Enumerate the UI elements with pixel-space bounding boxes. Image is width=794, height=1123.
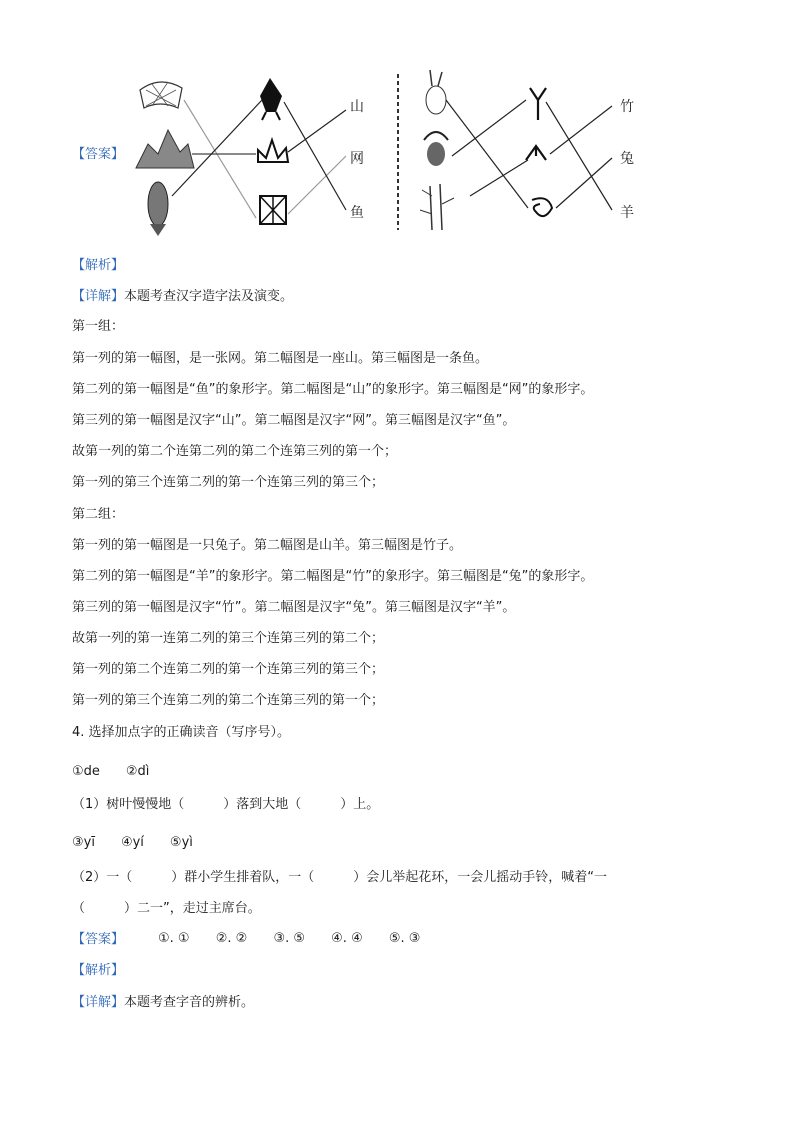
group1-line-1: 第一列的第一幅图，是一张网。第二幅图是一座山。第三幅图是一条鱼。 — [72, 351, 489, 366]
char-zhu: 竹 — [620, 99, 634, 115]
answer-2: ②. ② — [215, 931, 248, 946]
sheep-pictograph — [530, 88, 546, 120]
analysis-heading: 【解析】 — [72, 258, 125, 273]
detail-line — [72, 288, 293, 306]
char-yu: 鱼 — [350, 205, 364, 221]
q4-item-1: （1）树叶慢慢地（ ）落到大地（ ）上。 — [72, 797, 380, 812]
q4-detail-tag: 【详解】 — [72, 995, 125, 1010]
q4-detail-line — [72, 994, 254, 1012]
mountain-picture — [136, 130, 194, 168]
group1-line-5: 第一列的第三个连第二列的第一个连第三列的第三个； — [72, 475, 385, 490]
detail-text: 本题考查汉字造字法及演变。 — [124, 289, 294, 304]
group2-line-4: 故第一列的第一连第二列的第三个连第三列的第二个； — [72, 631, 385, 646]
group2-line-3: 第三列的第一幅图是汉字“竹”。第二幅图是汉字“兔”。第三幅图是汉字“羊”。 — [72, 600, 516, 615]
group2-line-1: 第一列的第一幅图是一只兔子。第二幅图是山羊。第三幅图是竹子。 — [72, 538, 463, 553]
mountain-pictograph — [258, 140, 288, 162]
q4-answers — [158, 931, 442, 946]
group1-line-4: 故第一列的第二个连第二列的第二个连第三列的第一个； — [72, 444, 398, 459]
figure-answer-tag: 【答案】 — [72, 147, 125, 162]
rabbit-picture — [426, 70, 446, 114]
bamboo-pictograph — [526, 146, 546, 160]
bamboo-picture — [420, 184, 454, 230]
group1-title: 第一组： — [72, 319, 125, 334]
fish-picture — [148, 182, 168, 236]
q4-detail-text: 本题考查字音的辨析。 — [124, 995, 255, 1010]
q4-item-2b: （ ）二一”，走过主席台。 — [72, 901, 261, 916]
fish-pictograph — [260, 78, 282, 120]
net-picture — [140, 82, 182, 108]
q4-title: 4. 选择加点字的正确读音（写序号）。 — [72, 725, 291, 740]
q4-options-2: ③yī ④yí ⑤yì — [72, 835, 193, 850]
group1-line-3: 第三列的第一幅图是汉字“山”。第二幅图是汉字“网”。第三幅图是汉字“鱼”。 — [72, 413, 516, 428]
q4-item-2a: （2）一（ ）群小学生排着队，一（ ）会儿举起花环，一会儿摇动手铃，喊着“一 — [72, 870, 608, 885]
rabbit-pictograph — [532, 198, 552, 216]
char-tu: 兔 — [620, 151, 634, 167]
q4-answer-tag: 【答案】 — [72, 932, 125, 947]
group2-title: 第二组： — [72, 507, 125, 522]
q4-options-1: ①de ②dì — [72, 764, 150, 779]
answer-3: ③. ⑤ — [273, 931, 306, 946]
group1-line-2: 第二列的第一幅图是“鱼”的象形字。第二幅图是“山”的象形字。第三幅图是“网”的象形字。 — [72, 382, 594, 397]
goat-picture — [424, 132, 448, 166]
answer-5: ⑤. ③ — [388, 931, 421, 946]
group2-line-6: 第一列的第三个连第二列的第二个连第三列的第一个； — [72, 693, 385, 708]
answer-1: ①. ① — [158, 931, 190, 946]
char-shan: 山 — [350, 99, 364, 115]
q4-analysis-tag: 【解析】 — [72, 963, 125, 978]
char-yang: 羊 — [620, 205, 634, 221]
char-wang: 网 — [350, 151, 364, 167]
net-pictograph — [260, 196, 286, 224]
detail-tag: 【详解】 — [72, 289, 125, 304]
answer-4: ④. ④ — [331, 931, 363, 946]
group2-line-2: 第二列的第一幅图是“羊”的象形字。第二幅图是“竹”的象形字。第三幅图是“兔”的象形字。 — [72, 569, 594, 584]
group2-line-5: 第一列的第二个连第二列的第一个连第三列的第三个； — [72, 662, 385, 677]
